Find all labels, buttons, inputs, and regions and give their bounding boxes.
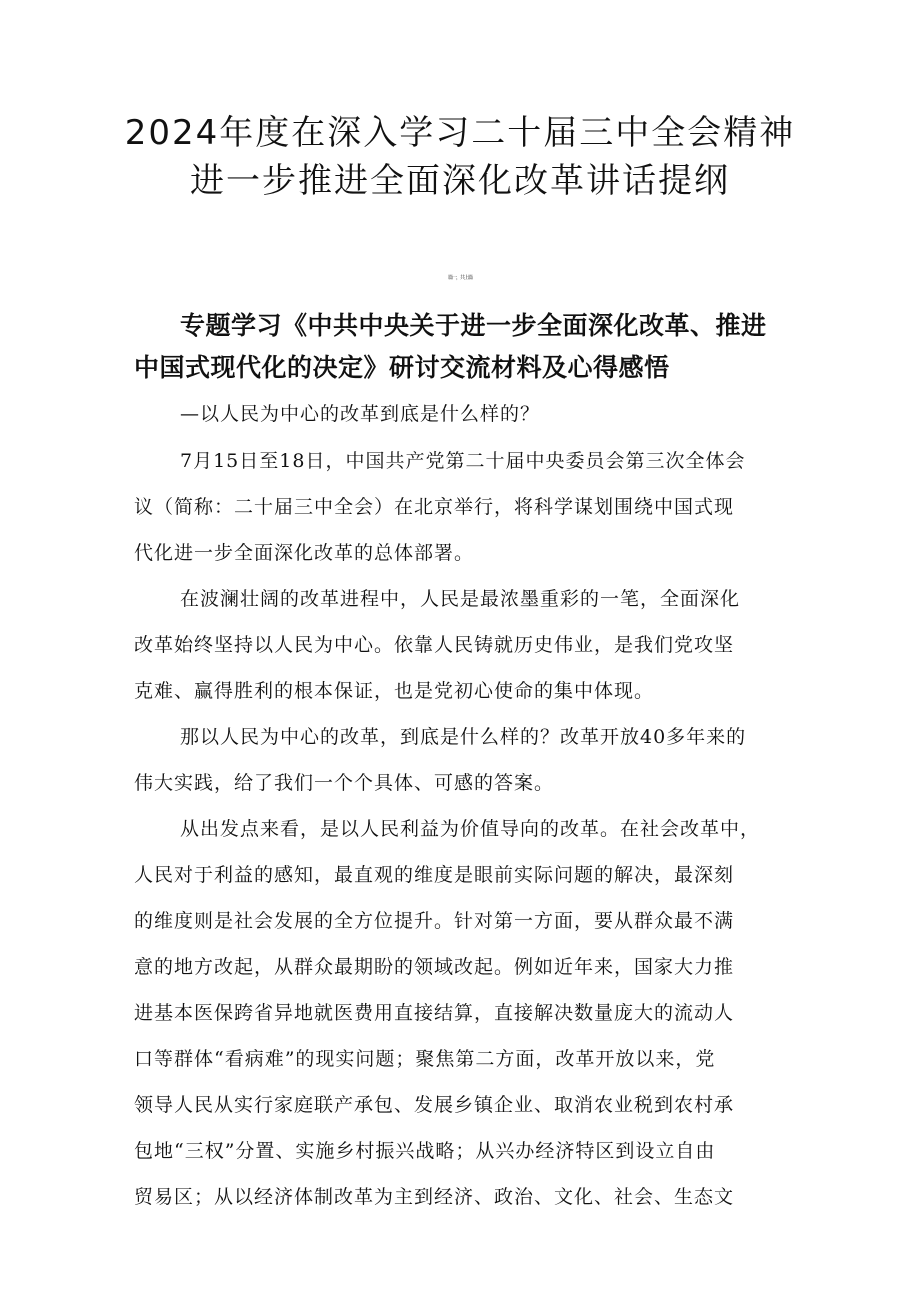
body-line-17: 包地“三权”分置、实施乡村振兴战略；从兴办经济特区到设立自由 xyxy=(134,1140,716,1162)
body-line-12: 的维度则是社会发展的全方位提升。针对第一方面，要从群众最不满 xyxy=(134,910,735,932)
document-title-line-1: 2024年度在深入学习二十届三中全会精神 xyxy=(124,113,796,153)
body-line-9: 伟大实践，给了我们一个个具体、可感的答案。 xyxy=(134,772,555,794)
body-line-14: 进基本医保跨省异地就医费用直接结算，直接解决数量庞大的流动人 xyxy=(134,1002,735,1024)
body-line-18: 贸易区；从以经济体制改革为主到经济、政治、文化、社会、生态文 xyxy=(134,1186,735,1208)
body-line-8: 那以人民为中心的改革，到底是什么样的？改革开放40多年来的 xyxy=(180,726,747,748)
body-line-10: 从出发点来看，是以人民利益为价值导向的改革。在社会改革中， xyxy=(180,818,761,840)
article-subtitle-line-2: 中国式现代化的决定》研讨交流材料及心得感悟 xyxy=(134,353,670,382)
body-line-16: 领导人民从实行家庭联产承包、发展乡镇企业、取消农业税到农村承 xyxy=(134,1094,735,1116)
body-line-1: —以人民为中心的改革到底是什么样的？ xyxy=(180,403,541,425)
body-line-5: 在波澜壮阔的改革进程中，人民是最浓墨重彩的一笔，全面深化 xyxy=(180,588,741,610)
section-label: 篇一，共上篇 xyxy=(447,275,472,281)
document-title-line-2: 进一步推进全面深化改革讲话提纲 xyxy=(190,161,730,201)
body-line-6: 改革始终坚持以人民为中心。依靠人民铸就历史伟业，是我们党攻坚 xyxy=(134,634,735,656)
body-line-13: 意的地方改起，从群众最期盼的领域改起。例如近年来，国家大力推 xyxy=(134,956,735,978)
body-line-7: 克难、赢得胜利的根本保证，也是党初心使命的集中体现。 xyxy=(134,680,655,702)
body-line-4: 代化进一步全面深化改革的总体部署。 xyxy=(134,542,475,564)
body-line-15: 口等群体“看病难”的现实问题；聚焦第二方面，改革开放以来，党 xyxy=(134,1048,716,1070)
body-line-11: 人民对于利益的感知，最直观的维度是眼前实际问题的解决，最深刻 xyxy=(134,864,735,886)
article-subtitle-line-1: 专题学习《中共中央关于进一步全面深化改革、推进 xyxy=(180,311,767,340)
body-line-3: 议（简称：二十届三中全会）在北京举行，将科学谋划围绕中国式现 xyxy=(134,496,735,518)
body-line-2: 7月15日至18日，中国共产党第二十届中央委员会第三次全体会 xyxy=(180,450,746,472)
